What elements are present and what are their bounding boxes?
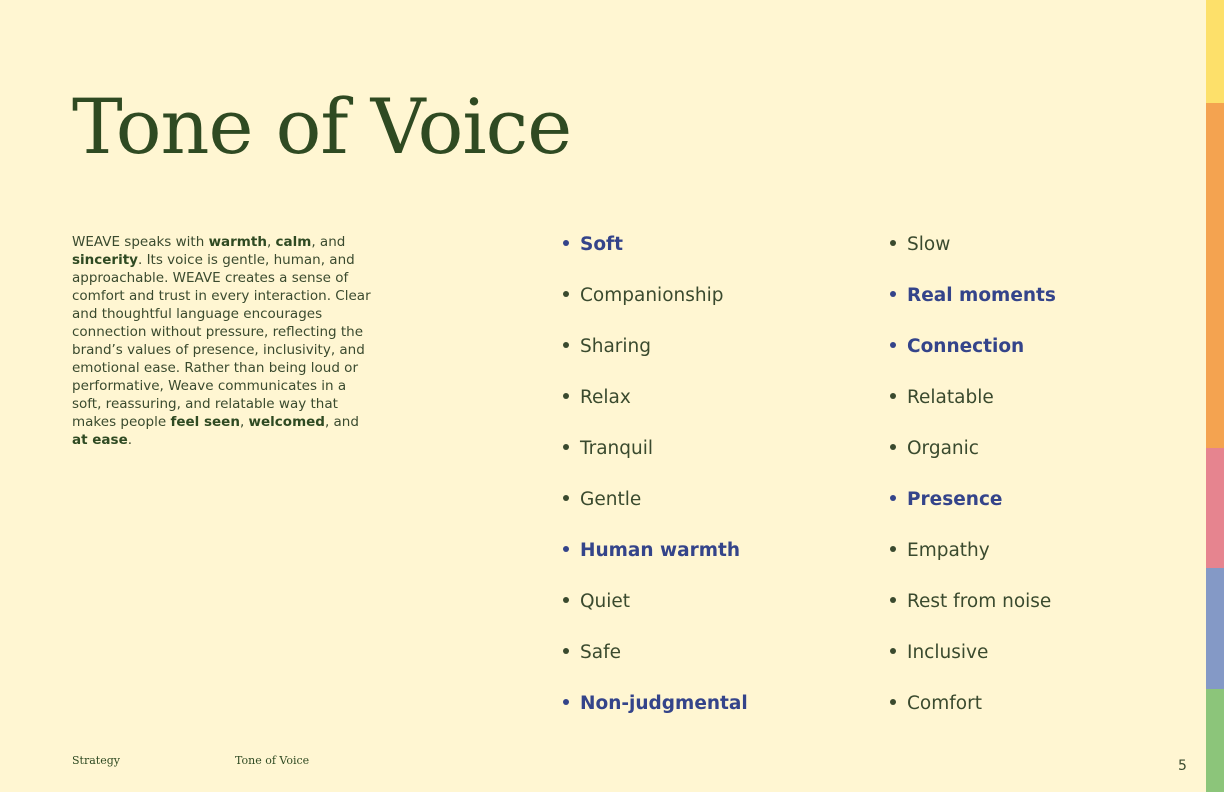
bullet-icon [890,291,896,297]
keyword-label: Comfort [907,693,982,714]
keyword-label: Tranquil [580,438,653,459]
intro-text: WEAVE speaks with [72,234,209,250]
footer-page-title: Tone of Voice [235,754,310,767]
keyword-item [563,332,748,383]
keyword-item [890,434,1056,485]
keyword-item [890,689,1056,740]
keyword-list-right [890,230,1056,740]
keyword-item [563,281,748,332]
bullet-icon [890,546,896,552]
bullet-icon [890,495,896,501]
page-number: 5 [1178,758,1187,774]
keyword-label: Quiet [580,591,631,612]
side-bar-pink [1206,448,1224,568]
keyword-item [563,587,748,638]
keyword-item [890,536,1056,587]
keyword-label: Organic [907,438,979,459]
keyword-label: Gentle [580,489,642,510]
keyword-label: Relatable [907,387,994,408]
bullet-icon [890,444,896,450]
bullet-icon [563,495,569,501]
keyword-label: Connection [907,336,1025,357]
keyword-label: Sharing [580,336,652,357]
bullet-icon [563,444,569,450]
intro-text: , and [324,414,359,430]
intro-text: , [266,234,276,250]
intro-paragraph [72,233,372,449]
keyword-item [890,587,1056,638]
side-bar-blue [1206,568,1224,689]
keyword-item [563,689,748,740]
keyword-item [890,230,1056,281]
bullet-icon [563,546,569,552]
bullet-icon [890,648,896,654]
intro-text: . [127,432,133,448]
keyword-label: Companionship [580,285,724,306]
keyword-item [563,485,748,536]
keyword-label: Safe [580,642,621,663]
intro-text: , and [311,234,346,250]
keyword-label: Empathy [907,540,990,561]
keyword-item [563,536,748,587]
intro-bold: at ease [72,432,128,448]
keyword-label: Presence [907,489,1003,510]
keyword-item [890,332,1056,383]
intro-bold: warmth [208,234,267,250]
keyword-label: Relax [580,387,631,408]
keyword-label: Real moments [907,285,1056,306]
side-bar-green [1206,689,1224,792]
bullet-icon [563,648,569,654]
keyword-label: Non-judgmental [580,693,748,714]
keyword-item [890,383,1056,434]
keyword-label: Slow [907,234,951,255]
side-bar-orange [1206,103,1224,448]
bullet-icon [563,699,569,705]
intro-bold: calm [275,234,312,250]
bullet-icon [563,597,569,603]
intro-text: . Its voice is gentle, human, and approachable. WEAVE creates a sense of comfort and trust in every interaction. Clear and thoughtful language encourages connection without pressure, reflecting the brand’s values of presence, inclusivity, and emotional ease. Rather than being loud or performative, Weave communicates in a soft, reassuring, and relatable way that makes people [72,252,371,430]
footer-section: Strategy [72,754,120,767]
side-bar-yellow [1206,0,1224,103]
bullet-icon [563,291,569,297]
bullet-icon [563,240,569,246]
bullet-icon [890,393,896,399]
keyword-item [890,638,1056,689]
bullet-icon [890,699,896,705]
bullet-icon [563,342,569,348]
intro-bold: feel seen [170,414,240,430]
intro-bold: welcomed [248,414,325,430]
keyword-item [563,230,748,281]
keyword-label: Human warmth [580,540,741,561]
keyword-label: Soft [580,234,623,255]
page-title: Tone of Voice [72,81,572,171]
bullet-icon [890,342,896,348]
keyword-label: Inclusive [907,642,989,663]
intro-text: , [239,414,249,430]
keyword-item [890,485,1056,536]
keyword-item [563,383,748,434]
bullet-icon [890,597,896,603]
bullet-icon [890,240,896,246]
keyword-list-left [563,230,748,740]
intro-bold: sincerity [72,252,138,268]
keyword-item [563,638,748,689]
bullet-icon [563,393,569,399]
keyword-item [563,434,748,485]
keyword-item [890,281,1056,332]
keyword-label: Rest from noise [907,591,1052,612]
